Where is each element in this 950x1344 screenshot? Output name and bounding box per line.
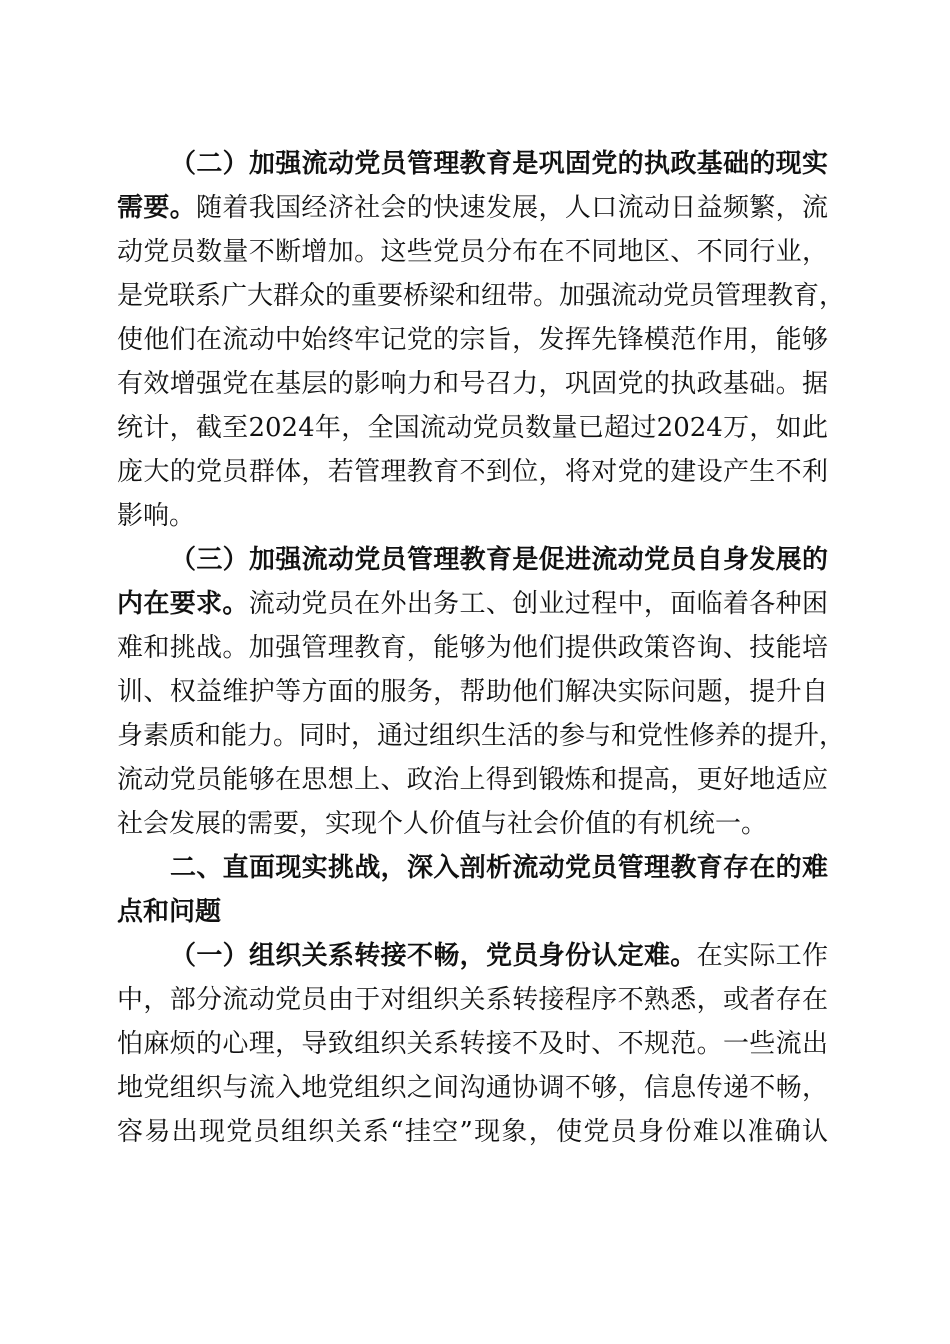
paragraph-text: 社会发展的需要，实现个人价值与社会价值的有机统一。 <box>117 809 768 839</box>
paragraph-2-consolidating-ruling-foundation <box>117 142 846 538</box>
paragraph-line <box>117 934 828 978</box>
heading-line <box>117 890 828 934</box>
paragraph-line <box>117 362 828 406</box>
paragraph-line <box>117 450 828 494</box>
paragraph-text: 使他们在流动中始终牢记党的宗旨，发挥先锋模范作用，能够 <box>117 325 828 355</box>
heading-line <box>117 846 828 890</box>
paragraph-line <box>117 1066 828 1110</box>
paragraph-line <box>117 274 846 318</box>
paragraph-line <box>117 582 828 626</box>
paragraph-text: 统计，截至2024年，全国流动党员数量已超过2024万，如此 <box>117 413 828 443</box>
paragraph-lead: （三）加强流动党员管理教育是促进流动党员自身发展的 <box>170 545 828 575</box>
paragraph-line <box>117 978 828 1022</box>
paragraph-text: 动党员数量不断增加。这些党员分布在不同地区、不同行业， <box>117 237 828 267</box>
paragraph-line <box>117 406 828 450</box>
paragraph-text: 在实际工作 <box>696 941 828 971</box>
paragraph-line <box>117 1110 828 1154</box>
paragraph-line <box>117 318 828 362</box>
paragraph-line <box>117 1022 828 1066</box>
paragraph-text: 训、权益维护等方面的服务，帮助他们解决实际问题，提升自 <box>117 677 828 707</box>
paragraph-text: 有效增强党在基层的影响力和号召力，巩固党的执政基础。据 <box>117 369 828 399</box>
paragraph-lead: （一）组织关系转接不畅，党员身份认定难。 <box>170 941 697 971</box>
paragraph-text: 是党联系广大群众的重要桥梁和纽带。加强流动党员管理教育， <box>117 281 846 311</box>
paragraph-line <box>117 758 828 802</box>
paragraph-text: 流动党员能够在思想上、政治上得到锻炼和提高，更好地适应 <box>117 765 828 795</box>
paragraph-lead: 需要。 <box>117 193 197 223</box>
paragraph-lead: （二）加强流动党员管理教育是巩固党的执政基础的现实 <box>170 149 828 179</box>
paragraph-text: 中，部分流动党员由于对组织关系转接程序不熟悉，或者存在 <box>117 985 828 1015</box>
paragraph-line <box>117 186 828 230</box>
section-heading <box>117 846 828 934</box>
paragraph-text: 怕麻烦的心理，导致组织关系转接不及时、不规范。一些流出 <box>117 1029 828 1059</box>
paragraph-text: 影响。 <box>117 501 196 531</box>
paragraph-text: 随着我国经济社会的快速发展，人口流动日益频繁，流 <box>196 193 828 223</box>
heading-text: 点和问题 <box>117 897 222 927</box>
paragraph-text: 地党组织与流入地党组织之间沟通协调不够，信息传递不畅， <box>117 1073 828 1103</box>
paragraph-line <box>117 670 828 714</box>
paragraph-line <box>117 230 828 274</box>
paragraph-text: 难和挑战。加强管理教育，能够为他们提供政策咨询、技能培 <box>117 633 828 663</box>
paragraph-line <box>117 494 828 538</box>
paragraph-line <box>117 626 828 670</box>
paragraph-line <box>117 802 828 846</box>
paragraph-text: 庞大的党员群体，若管理教育不到位，将对党的建设产生不利 <box>117 457 828 487</box>
paragraph-line <box>117 142 828 186</box>
paragraph-1-organizational-transfer <box>117 934 828 1154</box>
heading-text: 二、直面现实挑战，深入剖析流动党员管理教育存在的难 <box>170 853 828 883</box>
paragraph-line <box>117 714 846 758</box>
paragraph-text: 身素质和能力。同时，通过组织生活的参与和党性修养的提升， <box>117 721 846 751</box>
paragraph-line <box>117 538 828 582</box>
paragraph-3-self-development <box>117 538 846 846</box>
paragraph-text: 容易出现党员组织关系“挂空”现象，使党员身份难以准确认 <box>117 1117 828 1147</box>
document-body <box>117 142 846 1154</box>
paragraph-text: 流动党员在外出务工、创业过程中，面临着各种困 <box>248 589 828 619</box>
paragraph-lead: 内在要求。 <box>117 589 249 619</box>
